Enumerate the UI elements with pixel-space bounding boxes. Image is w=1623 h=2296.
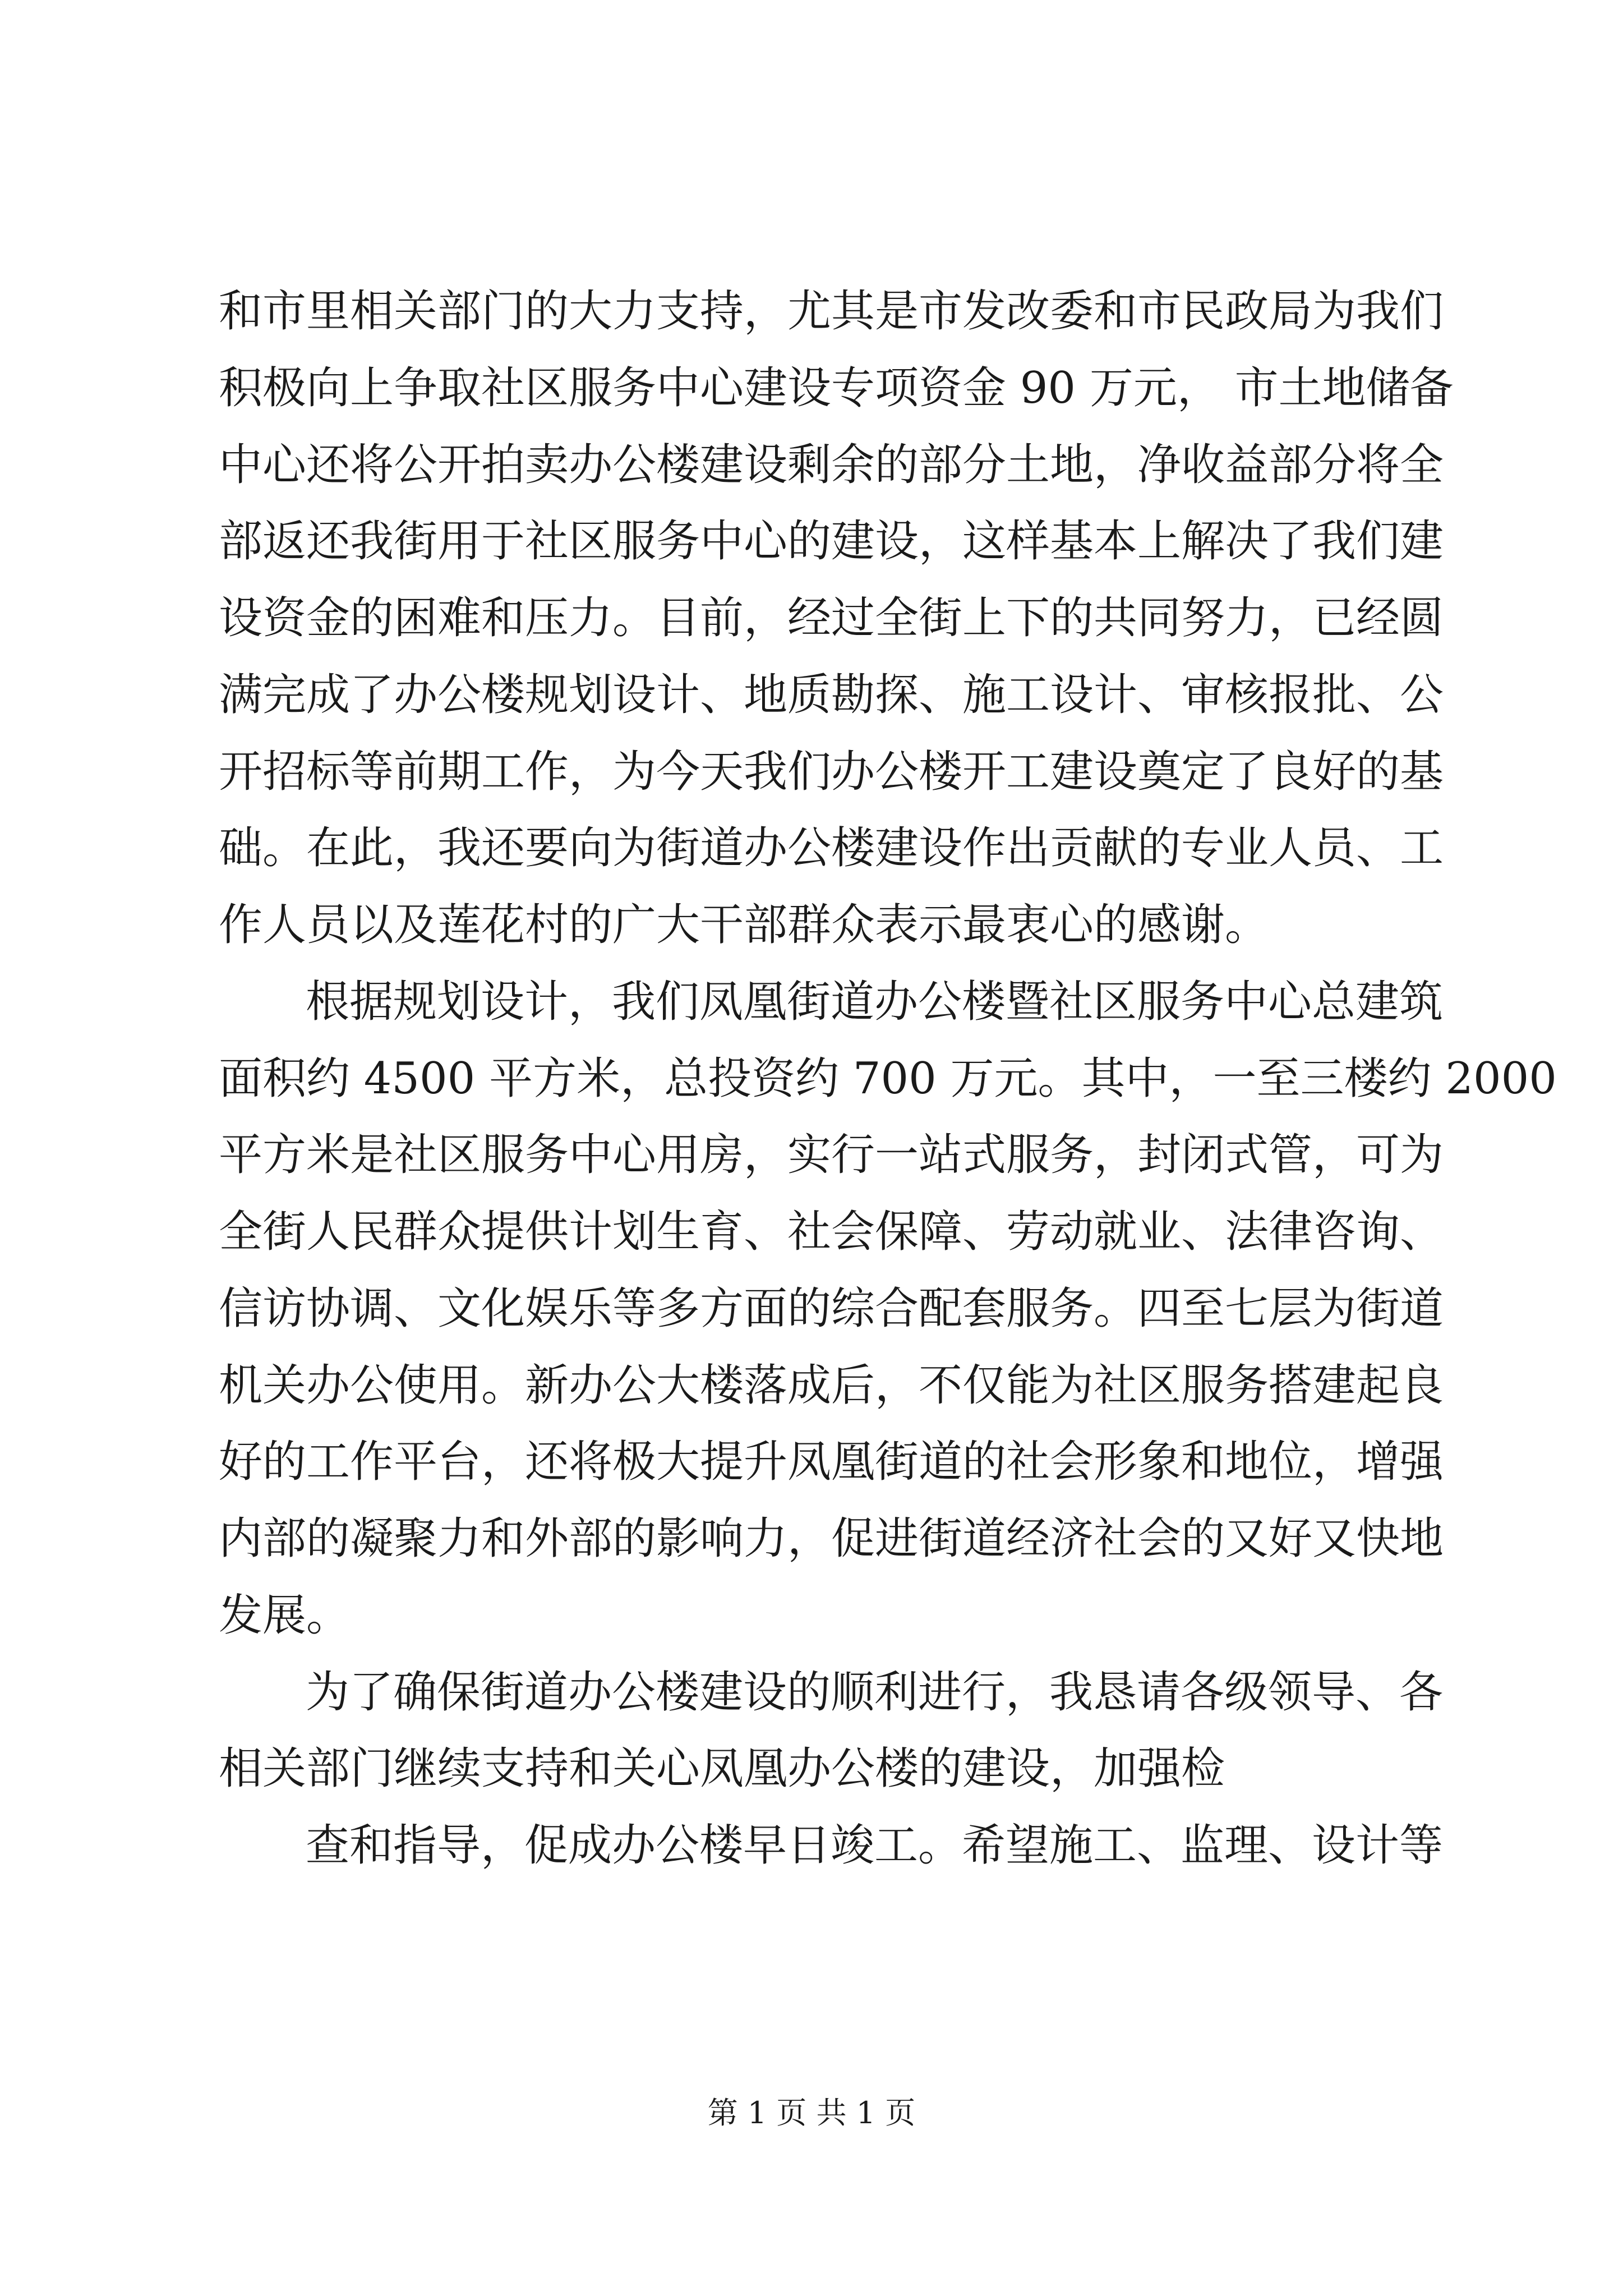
text-line: 满完成了办公楼规划设计、地质勘探、施工设计、审核报批、公 bbox=[219, 670, 1444, 720]
text-line: 为了确保街道办公楼建设的顺利进行，我恳请各级领导、各 bbox=[306, 1667, 1444, 1718]
text-line: 和市里相关部门的大力支持，尤其是市发改委和市民政局为我们 bbox=[219, 286, 1444, 337]
text-line: 积极向上争取社区服务中心建设专项资金 90 万元， 市土地储备 bbox=[219, 363, 1454, 413]
text-line: 设资金的困难和压力。目前，经过全街上下的共同努力，已经圆 bbox=[219, 593, 1444, 643]
text-line: 根据规划设计，我们凤凰街道办公楼暨社区服务中心总建筑 bbox=[306, 977, 1444, 1027]
text-line: 好的工作平台，还将极大提升凤凰街道的社会形象和地位，增强 bbox=[219, 1437, 1444, 1487]
text-line: 平方米是社区服务中心用房，实行一站式服务，封闭式管，可为 bbox=[219, 1130, 1444, 1180]
text-line: 作人员以及莲花村的广大干部群众表示最衷心的感谢。 bbox=[219, 900, 1269, 950]
text-line: 发展。 bbox=[219, 1590, 351, 1641]
text-line: 础。在此，我还要向为街道办公楼建设作出贡献的专业人员、工 bbox=[219, 823, 1444, 873]
text-line: 机关办公使用。新办公大楼落成后，不仅能为社区服务搭建起良 bbox=[219, 1360, 1444, 1411]
text-line: 查和指导，促成办公楼早日竣工。希望施工、监理、设计等 bbox=[306, 1820, 1444, 1871]
text-line: 信访协调、文化娱乐等多方面的综合配套服务。四至七层为街道 bbox=[219, 1283, 1444, 1334]
text-line: 相关部门继续支持和关心凤凰办公楼的建设，加强检 bbox=[219, 1743, 1225, 1794]
text-line: 中心还将公开拍卖办公楼建设剩余的部分土地，净收益部分将全 bbox=[219, 440, 1444, 490]
text-line: 部返还我街用于社区服务中心的建设，这样基本上解决了我们建 bbox=[219, 516, 1444, 567]
text-line: 面积约 4500 平方米，总投资约 700 万元。其中，一至三楼约 2000 bbox=[219, 1053, 1557, 1104]
text-line: 内部的凝聚力和外部的影响力，促进街道经济社会的又好又快地 bbox=[219, 1513, 1444, 1564]
text-line: 全街人民群众提供计划生育、社会保障、劳动就业、法律咨询、 bbox=[219, 1207, 1444, 1257]
text-line: 开招标等前期工作，为今天我们办公楼开工建设奠定了良好的基 bbox=[219, 747, 1444, 797]
page-number-footer: 第 1 页 共 1 页 bbox=[707, 2095, 916, 2131]
